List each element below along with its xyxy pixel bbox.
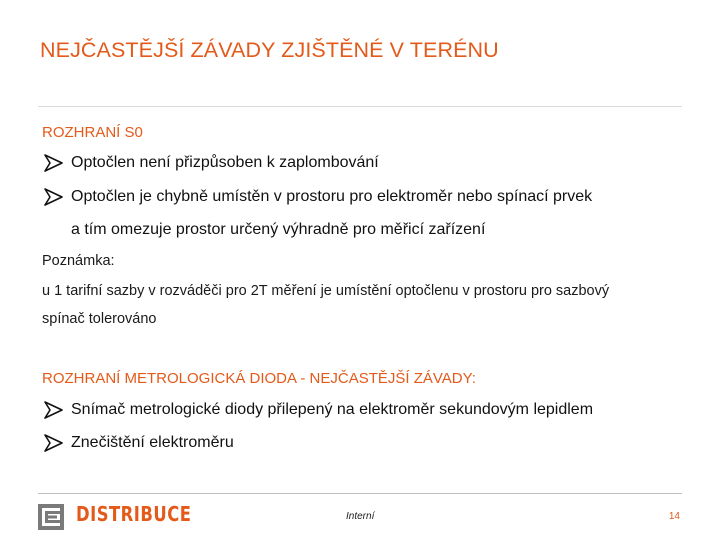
footer-divider [38, 493, 682, 494]
arrowhead-bullet-icon [44, 187, 64, 207]
page-number: 14 [668, 511, 680, 522]
arrowhead-bullet-icon [44, 400, 64, 420]
bullet-text: Znečištění elektroměru [71, 434, 234, 451]
bullet-text: Optočlen je chybně umístěn v prostoru pro elektroměr nebo spínací prvek [71, 188, 593, 205]
section2-heading: ROZHRANÍ METROLOGICKÁ DIODA - NEJČASTĚJŠÍ ZÁVADY: [42, 370, 476, 387]
note-label: Poznámka: [42, 253, 115, 269]
section1-heading: ROZHRANÍ S0 [42, 124, 143, 141]
note-line: spínač tolerováno [42, 311, 157, 327]
arrowhead-bullet-icon [44, 153, 64, 173]
slide-title: NEJČASTĚJŠÍ ZÁVADY ZJIŠTĚNÉ V TERÉNU [40, 38, 499, 62]
bullet-text: Optočlen není přizpůsoben k zaplombování [71, 154, 379, 171]
company-logo-text: DISTRIBUCE [76, 502, 192, 526]
classification-label: Interní [346, 511, 375, 522]
bullet-continuation: a tím omezuje prostor určený výhradně pro měřicí zařízení [71, 221, 486, 238]
bullet-text: Snímač metrologické diody přilepený na elektroměr sekundovým lepidlem [71, 401, 594, 418]
title-divider [38, 106, 682, 107]
arrowhead-bullet-icon [44, 433, 64, 453]
note-line: u 1 tarifní sazby v rozváděči pro 2T měření je umístění optočlenu v prostoru pro sazbový [42, 283, 610, 299]
cez-logo-icon [38, 504, 64, 530]
